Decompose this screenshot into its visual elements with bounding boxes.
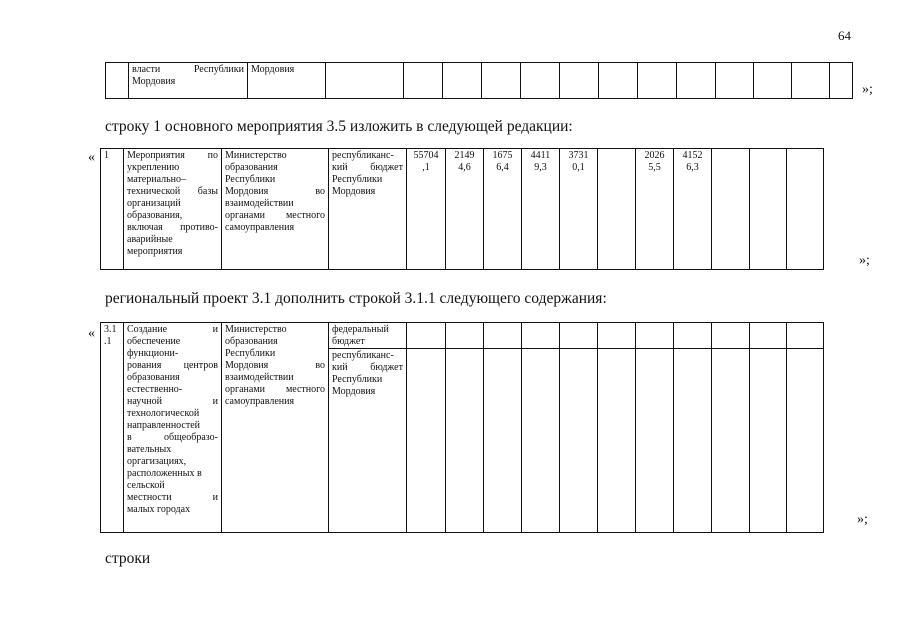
table2-executor-line: органами местного	[225, 210, 325, 221]
table2-value: 4411	[530, 150, 551, 161]
table3-cell-source-republic	[329, 349, 407, 533]
table2-value-cell	[560, 149, 598, 270]
table1-cell	[560, 63, 599, 99]
table2-value-cell	[407, 149, 446, 270]
table3-value-cell	[636, 349, 674, 533]
table3-executor-line: взаимодействии	[225, 372, 294, 383]
table2-executor-line: взаимодействии	[225, 198, 294, 209]
paragraph-2: региональный проект 3.1 дополнить строкой 3.1.1 следующего содержания:	[105, 290, 607, 307]
table3-value-cell	[598, 323, 636, 349]
table2-source-line: Мордовия	[332, 186, 376, 197]
table2-cell-activity	[124, 149, 222, 270]
table3-source2-line: республиканс-	[332, 350, 394, 361]
table3-activity-line: Создание и	[127, 324, 218, 335]
table2-activity-line: технической базы	[127, 186, 218, 197]
table2-executor-line: образования	[225, 162, 278, 173]
table-row-3-5-1	[100, 148, 824, 270]
table1-cell-activity	[129, 63, 248, 99]
table1-cell	[638, 63, 677, 99]
table-row-3-1-1	[100, 322, 824, 533]
table1-cell	[830, 63, 853, 99]
table3-activity-line: технологической	[127, 408, 200, 419]
table2-value-cell	[522, 149, 560, 270]
table3-activity-line: естественно-	[127, 384, 183, 395]
table2-activity-line: Мероприятия по	[127, 150, 218, 161]
table1-cell	[677, 63, 716, 99]
table2-activity-line: аварийные	[127, 234, 173, 245]
table3-executor-line: самоуправления	[225, 396, 295, 407]
table3-source2-line: Республики	[332, 374, 383, 385]
table3-cell-source-federal	[329, 323, 407, 349]
table2-value-cell	[787, 149, 824, 270]
table3-activity-line: научной и	[127, 396, 218, 407]
table1-closing-quote: »;	[862, 82, 873, 97]
table2-value: 3731	[568, 150, 589, 161]
table2-value: 0,1	[572, 162, 585, 173]
table3-activity-line: малых городах	[127, 504, 191, 515]
paragraph-3: строки	[105, 550, 151, 567]
table1-cell-num	[106, 63, 129, 99]
table1-cell-executor	[248, 63, 326, 99]
table1-activity-line1: власти Республики	[132, 64, 244, 75]
table3-executor-line: Республики	[225, 348, 276, 359]
table-fragment-top	[105, 62, 853, 99]
table3-value-cell	[560, 323, 598, 349]
table3-activity-line: образования	[127, 372, 180, 383]
table1-cell	[404, 63, 443, 99]
table3-activity-line: функциони-	[127, 348, 179, 359]
table2-value: 6,3	[686, 162, 699, 173]
table2-activity-line: укреплению	[127, 162, 180, 173]
table3-num-line: 3.1	[104, 324, 117, 335]
table2-value: ,1	[422, 162, 430, 173]
table3-value-cell	[484, 349, 522, 533]
table2-closing-quote: »;	[859, 253, 870, 268]
table3-source2-line: кий бюджет	[332, 362, 403, 373]
table2-value: 55704	[413, 150, 439, 161]
table3-value-cell	[750, 323, 787, 349]
table3-value-cell	[787, 349, 824, 533]
table2-executor-line: Мордовия во	[225, 186, 325, 197]
table3-source1-line: бюджет	[332, 336, 365, 347]
table2-value-cell	[484, 149, 522, 270]
table3-source2-line: Мордовия	[332, 386, 376, 397]
table3-closing-quote: »;	[857, 512, 868, 527]
table2-cell-source	[329, 149, 407, 270]
table3-cell-num	[101, 323, 124, 533]
table2-value: 6,4	[496, 162, 509, 173]
table1-executor-text: Мордовия	[251, 64, 295, 75]
table1-cell	[443, 63, 482, 99]
table2-value: 2149	[454, 150, 475, 161]
table3-value-cell	[598, 349, 636, 533]
table3-value-cell	[407, 349, 446, 533]
table3-executor-line: Мордовия во	[225, 360, 325, 371]
table3-value-cell	[522, 323, 560, 349]
table3-activity-line: оргагизациях,	[127, 456, 187, 467]
table1-cell	[716, 63, 754, 99]
table3-activity-line: расположенных в	[127, 468, 202, 479]
table3-value-cell	[446, 349, 484, 533]
table2-value: 2026	[644, 150, 665, 161]
table2-activity-line: материально–	[127, 174, 187, 185]
table3-activity-line: местности и	[127, 492, 218, 503]
table2-value-cell	[636, 149, 674, 270]
table2-cell-executor	[222, 149, 329, 270]
table3-opening-quote: «	[88, 326, 95, 341]
table1-cell	[792, 63, 830, 99]
table3-activity-line: обеспечение	[127, 336, 181, 347]
table3-value-cell	[560, 349, 598, 533]
table2-value: 4152	[682, 150, 703, 161]
table2-value-cell	[674, 149, 712, 270]
table2-activity-line: образования,	[127, 210, 183, 221]
table2-value: 1675	[492, 150, 513, 161]
paragraph-1: строку 1 основного мероприятия 3.5 изложить в следующей редакции:	[105, 118, 573, 135]
table3-source1-line: федеральный	[332, 324, 389, 335]
table2-executor-line: Республики	[225, 174, 276, 185]
table3-value-cell	[522, 349, 560, 533]
table2-opening-quote: «	[88, 150, 95, 165]
table2-executor-line: Министерство	[225, 150, 287, 161]
page-number: 64	[838, 28, 851, 43]
table3-activity-line: в общеобразо-	[127, 432, 218, 443]
table2-num: 1	[104, 150, 109, 161]
table2-activity-line: организаций	[127, 198, 181, 209]
table3-value-cell	[407, 323, 446, 349]
table2-value-cell	[598, 149, 636, 270]
table3-cell-activity	[124, 323, 222, 533]
table3-executor-line: органами местного	[225, 384, 325, 395]
table2-activity-line: мероприятия	[127, 246, 183, 257]
table2-value: 5,5	[648, 162, 661, 173]
table1-cell	[599, 63, 638, 99]
table3-value-cell	[712, 349, 750, 533]
table2-source-line: кий бюджет	[332, 162, 403, 173]
table1-cell	[326, 63, 404, 99]
table1-cell	[521, 63, 560, 99]
table3-value-cell	[674, 349, 712, 533]
table3-cell-executor	[222, 323, 329, 533]
table2-executor-line: самоуправления	[225, 222, 295, 233]
table3-activity-line: рования центров	[127, 360, 218, 371]
table2-value-cell	[712, 149, 750, 270]
table2-cell-num	[101, 149, 124, 270]
table3-num-line: .1	[104, 336, 112, 347]
table3-value-cell	[484, 323, 522, 349]
table3-activity-line: сельской	[127, 480, 165, 491]
table2-value: 9,3	[534, 162, 547, 173]
table1-cell	[754, 63, 792, 99]
table3-value-cell	[674, 323, 712, 349]
table3-value-cell	[636, 323, 674, 349]
table2-activity-line: включая противо-	[127, 222, 218, 233]
table2-value-cell	[750, 149, 787, 270]
table3-executor-line: образования	[225, 336, 278, 347]
table2-source-line: Республики	[332, 174, 383, 185]
table3-executor-line: Министерство	[225, 324, 287, 335]
table3-value-cell	[712, 323, 750, 349]
table3-value-cell	[750, 349, 787, 533]
table3-activity-line: направленностей	[127, 420, 201, 431]
table3-value-cell	[446, 323, 484, 349]
table3-activity-line: вательных	[127, 444, 172, 455]
table2-value: 4,6	[458, 162, 471, 173]
table2-value-cell	[446, 149, 484, 270]
table2-source-line: республиканс-	[332, 150, 394, 161]
table1-cell	[482, 63, 521, 99]
table3-value-cell	[787, 323, 824, 349]
table1-activity-line2: Мордовия	[132, 76, 176, 87]
